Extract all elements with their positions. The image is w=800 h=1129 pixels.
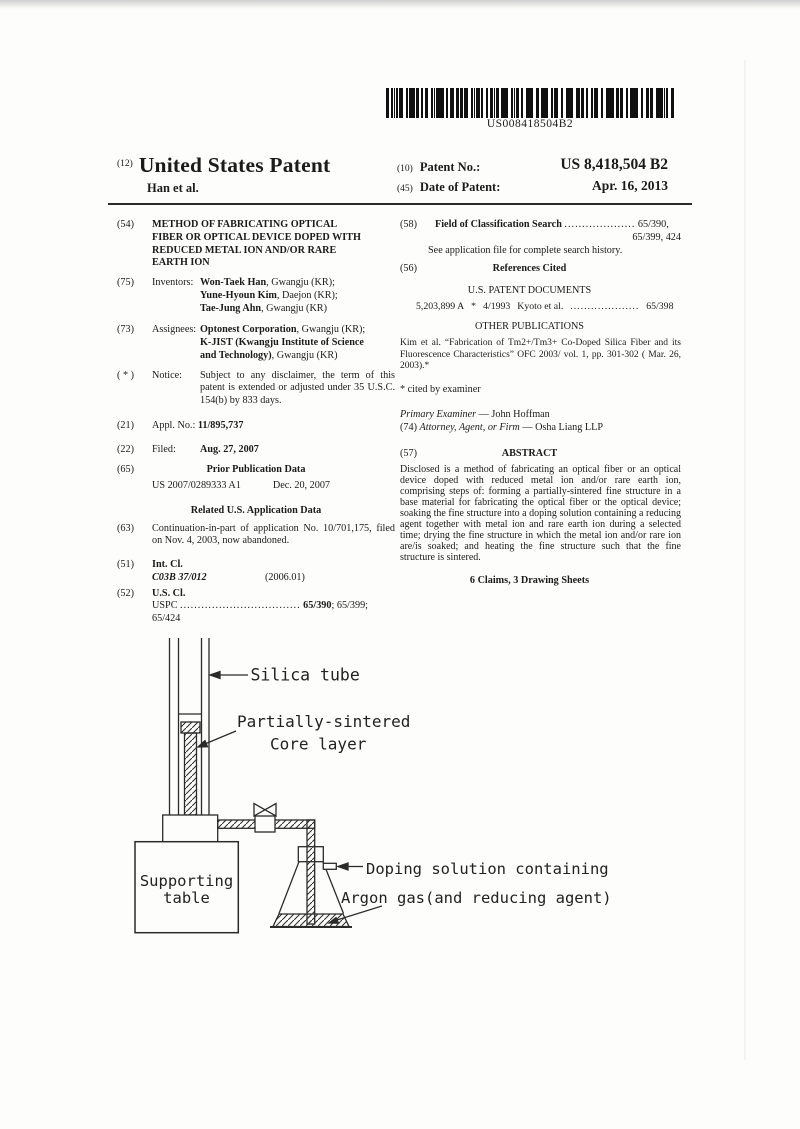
search-value2: 65/399, 424 [632, 231, 681, 243]
field-22-filed: (22) Filed: Aug. 27, 2007 [117, 444, 395, 457]
field-num-45: (45) [397, 184, 413, 194]
continuation-text: Continuation-in-part of application No. 10/701,175, filed on Nov. 4, 2003, now abandoned. [152, 522, 395, 547]
int-cl-code: C03B 37/012 [152, 571, 207, 583]
header-left [117, 153, 330, 196]
assignees-label: Assignees: [152, 324, 197, 336]
title-line: EARTH ION [152, 257, 210, 269]
references-cited-heading: (56) References Cited [400, 263, 567, 275]
ref-date: 4/1993 [483, 300, 511, 312]
abstract-heading: (57) ABSTRACT [400, 447, 558, 459]
uspc-primary: 65/390 [303, 600, 332, 612]
uspc-label: USPC [152, 600, 178, 612]
patent-drawing [120, 620, 680, 950]
primary-examiner-line: Primary Examiner — John Hoffman [400, 409, 550, 421]
patent-reference-row [400, 301, 681, 314]
header-rule [108, 203, 692, 205]
claims-sheets-line: 6 Claims, 3 Drawing Sheets [469, 574, 590, 586]
field-num-10: (10) [397, 164, 413, 174]
pedestal-drawing [163, 815, 218, 842]
pub-number: US 2007/0289333 A1 [152, 480, 241, 491]
search-leader: .................... [564, 219, 636, 230]
filed-value: Aug. 27, 2007 [200, 443, 259, 455]
ref-number: 5,203,899 A [416, 300, 465, 312]
core-layer-drawing [179, 714, 202, 815]
header-right [397, 158, 668, 198]
nozzle-drawing [323, 863, 336, 869]
field-notice: ( * ) Notice: Subject to any disclaimer, the term of this patent is extended or adjusted under 35 U.S.C. 154(b) by 833 days. [117, 369, 395, 406]
kind-code: (12) [117, 159, 133, 169]
int-cl-label: Int. Cl. [152, 559, 183, 570]
uspc-leader: .................................. [180, 600, 301, 612]
us-patent-documents-heading: U.S. PATENT DOCUMENTS [467, 285, 592, 296]
core-layer-arrow [198, 731, 236, 747]
inventor-entry: Won-Taek Han, Gwangju (KR); [200, 277, 335, 288]
title-line: METHOD OF FABRICATING OPTICAL [152, 219, 338, 230]
field-58-classification-search: (58) Field of Classification Search .................... 65/390, 65/399, 424 [400, 219, 681, 243]
npl-citation: Kim et al. “Fabrication of Tm2+/Tm3+ Co-Doped Silica Fiber and its Fluorescence Characteristics” OFC 2003/ vol. 1, pp. 301-302 ( Mar. 26, 2003).* [400, 338, 681, 372]
appl-no-value: 11/895,737 [197, 419, 244, 431]
assignee-entry: Optonest Corporation, Gwangju (KR); [200, 324, 366, 336]
ref-star: * [471, 300, 477, 312]
date-label: Date of Patent: [419, 180, 501, 194]
int-cl-version: (2006.01) [265, 571, 305, 583]
page-title: United States Patent [138, 153, 331, 177]
filed-label: Filed: [152, 443, 176, 455]
pub-date: Dec. 20, 2007 [272, 480, 331, 491]
patent-no-value: US 8,418,504 B2 [560, 156, 668, 173]
barcode-number: US008418504B2 [486, 118, 574, 130]
valve-drawing [254, 804, 276, 833]
search-label: Field of Classification Search [435, 219, 562, 230]
ref-name: Kyoto et al. [517, 300, 564, 312]
silica-tube-arrow [210, 672, 248, 679]
field-63-continuation: (63) Continuation-in-part of application No. 10/701,175, filed on Nov. 4, 2003, now abandoned. [117, 522, 395, 547]
doping-label-line2: Argon gas(and reducing agent) [341, 889, 612, 907]
ref-class: 65/398 [646, 300, 674, 312]
vertical-pipe-drawing [307, 820, 315, 924]
notice-label: Notice: [152, 369, 182, 381]
field-21-appl-no: (21) Appl. No.: 11/895,737 [117, 419, 244, 431]
supporting-table-label-line1: Supporting [139, 872, 234, 890]
notice-text: Subject to any disclaimer, the term of this patent is extended or adjusted under 35 U.S.C. 154(b) by 833 days. [200, 369, 395, 406]
search-note: See application file for complete search history. [428, 244, 623, 256]
scan-streak [744, 60, 746, 1060]
core-layer-label-line2: Core layer [270, 734, 367, 754]
field-51-int-cl: (51) Int. Cl. C03B 37/012 (2006.01) [117, 559, 305, 583]
inventor-entry: Tae-Jung Ahn, Gwangju (KR) [200, 302, 327, 314]
date-value: Apr. 16, 2013 [591, 178, 668, 193]
related-app-heading: Related U.S. Application Data [190, 504, 322, 516]
search-value1: 65/390, [637, 219, 669, 230]
us-cl-label: U.S. Cl. [152, 587, 186, 599]
core-layer-label-line1: Partially-sintered [237, 712, 411, 731]
other-publications-heading: OTHER PUBLICATIONS [475, 320, 584, 332]
cited-by-examiner-note: * cited by examiner [400, 384, 481, 396]
assignee-entry: and Technology), Gwangju (KR) [200, 349, 338, 361]
doping-solution-arrow [338, 863, 363, 870]
inventor-short: Han et al. [147, 181, 199, 195]
doping-label-line1: Doping solution containing [366, 860, 609, 878]
field-52-us-cl: (52) U.S. Cl. USPC .................................. 65/390; 65/399; 65/424 [117, 587, 368, 624]
patent-no-label: Patent No.: [419, 160, 481, 174]
prior-pub-heading: Prior Publication Data [206, 464, 306, 476]
inventor-entry: Yune-Hyoun Kim, Daejon (KR); [200, 289, 338, 301]
silica-tube-label: Silica tube [250, 665, 360, 685]
field-73-assignees: (73) Assignees: Optonest Corporation, Gwangju (KR); K-JIST (Kwangju Institute of Science and Technology), Gwangju (KR) [117, 324, 395, 362]
uspc-secondary: ; 65/399; 65/424 [152, 600, 368, 624]
field-65-prior-publication: (65) Prior Publication Data US 2007/0289333 A1 Dec. 20, 2007 [117, 464, 331, 491]
abstract-text: Disclosed is a method of fabricating an optical fiber or an optical device doped with reduced metal ion and/or rare earth ion, comprising steps of: forming a partially-sintered fine structure in a base material for fabricating the optical fiber or the optical device; soaking the fine structure into a doping solution containing a reducing agent together with metal ion and rare earth ion during a selected time; drying the fine structure in which the metal ion and/or rare ion are/is soaked; and heating the fine structure such that the fine structure is sintered. [400, 464, 681, 563]
assignee-entry: K-JIST (Kwangju Institute of Science [200, 337, 364, 348]
ref-leader: .................... [570, 300, 640, 312]
scan-edge-shadow [0, 0, 800, 9]
left-column [117, 219, 395, 626]
title-line: FIBER OR OPTICAL DEVICE DOPED WITH [152, 231, 361, 243]
appl-no-label: Appl. No.: [152, 419, 196, 431]
field-54-title: (54) METHOD OF FABRICATING OPTICAL FIBER OR OPTICAL DEVICE DOPED WITH REDUCED METAL ION AND/OR RARE EARTH ION [117, 219, 395, 270]
supporting-table-label-line2: table [163, 889, 210, 907]
attorney-line: (74) Attorney, Agent, or Firm — Osha Liang LLP [400, 421, 603, 433]
field-75-inventors: (75) Inventors: Won-Taek Han, Gwangju (KR); Yune-Hyoun Kim, Daejon (KR); Tae-Jung Ahn, Gwangju (KR) [117, 277, 395, 315]
right-column [400, 219, 681, 587]
title-line: REDUCED METAL ION AND/OR RARE [152, 244, 337, 256]
inventors-label: Inventors: [152, 277, 194, 288]
barcode [386, 88, 674, 118]
